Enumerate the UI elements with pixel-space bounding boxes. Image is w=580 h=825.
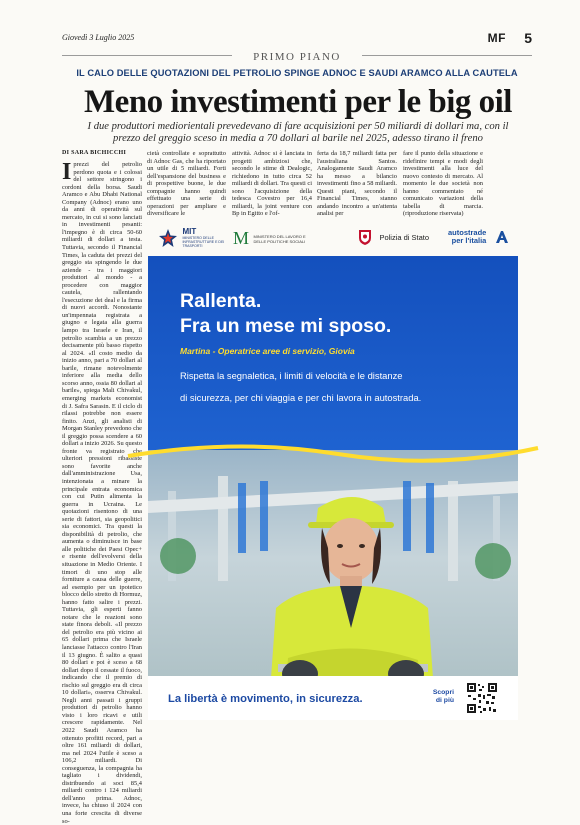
mit-subtitle: MINISTERO DELLE INFRASTRUTTURE E DEI TRASPORTI (182, 236, 225, 248)
ad-background (148, 256, 518, 456)
police-logo (358, 228, 429, 246)
page-number: 5 (524, 30, 532, 46)
ad-message-line2: di sicurezza, per chi viaggia e per chi lavora in autostrada. (180, 392, 422, 403)
ad-headline (180, 289, 391, 339)
ad-message-line1: Rispetta la segnaletica, i limiti di velocità e le distanze (180, 370, 403, 381)
star-icon (158, 228, 178, 248)
police-name: Polizia di Stato (379, 232, 430, 242)
issue-date: Giovedì 3 Luglio 2025 (62, 33, 135, 42)
article-column-5: fare il punto della situazione e ridefinire tempi e modi degli investimenti alla luce del nuovo contesto di mercato. Al momento le due società non hanno commentato né comunicato variazioni della tabella di marcia. (riproduzione riservata) (403, 150, 483, 218)
ad-headline-line1: Rallenta. (180, 290, 262, 312)
ad-logo-strip (148, 228, 518, 254)
masthead-brand: MF (487, 31, 506, 45)
ad-message (180, 365, 500, 409)
ad-tagline: La libertà è movimento, in sicurezza. (168, 693, 363, 705)
page-header (62, 30, 532, 47)
wave-decoration (128, 434, 538, 474)
article-kicker: IL CALO DELLE QUOTAZIONI DEL PETROLIO SPINGE ADNOC E SAUDI ARAMCO ALLA CAUTELA (76, 68, 518, 78)
column-text: prezzi del petrolio perdono quota e i colossi del settore stringono i cordoni della borsa. Saudi Aramco e Abu Dhabi National Company (Adnoc) erano uno da anni di operatività sul mercato, in cui si sono lanciati in investimenti pesanti: l'impegno è di circa 50-60 miliardi di dollari a testa. Tuttavia, secondo il Financial Times, la caduta dei prezzi del greggio sta spingendo le due aziende - tra i maggiori produttori al mondo - a procedere con maggior cautela, rallentando l'esecuzione dei deal e la firma di nuovi accordi. Nonostante un'impennata registrata a giugno e legata alla guerra lampo tra Israele e Iran, il petrolio scambia a un prezzo decisamente più basso rispetto al 2024. «Il costo medio da inizio anno, pari a 70 dollari al barile, rimane notevolmente inferiore alla media dello scorso anno, ossia 80 dollari al barile», spiega Mali Chivakul, emerging markets economist di J. Safra Sarasin. E il ciclo di rilassi potrebbe non essere finito. Anzi, gli analisti di Morgan Stanley prevedono che il greggio possa scendere a 60 dollari a inizio 2026. Su questo fronte va registrato che ulteriori pressioni ribassiste sono favorite anche dall'amministrazione Usa, intenzionata a minare la principale entrata economica con cui Putin alimenta la guerra in Ucraina. Le quotazioni risentono di una serie di fattori, sia geopolitici sia economici. Tra questi la disponibilità di petrolio, che aumenta o diminuisce in base alle politiche dei Paesi Opec+ e risente dell'evolversi della situazione in Medio Oriente. I timori di uno stop alle forniture a causa delle guerre, ad esempio per un ipotetico blocco dello stretto di Hormuz, hanno fatto salire i prezzi. Tuttavia, gli esperti fanno notare che le reazioni sono state finora deboli. «Il prezzo del petrolio era più vicino ai 65 dollari prima che Israele lanciasse l'attacco contro l'Iran il 13 giugno. È salito a quasi 80 dollari e poi è sceso a 68 dollari dopo il cessate il fuoco, indicando che il premio di rischio sul greggio era di circa 10 dollari», osserva Chivakul. Negli anni passati i gruppi produttori di petrolio hanno visto i loro ricavi e utili crescere rapidamente. Nel 2022 Saudi Aramco ha ottenuto profitti record, pari a oltre 161 miliardi di dollari, ma nel 2024 l'utile è sceso a 106,2 miliardi. Di conseguenza, la compagnia ha tagliato i dividendi, distribuendo ai soci 85,4 miliardi contro i 124 miliardi dell'anno prima. Adnoc, invece, ha chiuso il 2024 con una forte crescita di diverse so- (62, 161, 142, 825)
section-header (62, 47, 532, 63)
mit-name: MIT (182, 227, 197, 236)
article-column-3: attività. Adnoc si è lanciata in progetti ambiziosi che, secondo le stime di Dealogic, richiedono in tutto circa 52 miliardi di dollari. Tra questi ci sono l'acquisizione della tedesca Covestro per 16,4 miliardi, la joint venture con Bp in Egitto e l'of- (232, 150, 312, 218)
article-column-4: ferta da 18,7 miliardi fatta per l'australiana Santos. Analogamente Saudi Aramco ha messo a bilancio investimenti fino a 58 miliardi. Questi piani, secondo il Financial Times, stanno andando incontro a un'attenta analisi per (317, 150, 397, 218)
scan-line2: di più (435, 697, 454, 704)
safety-advertisement[interactable] (148, 256, 518, 720)
article-column-2: cietà controllate e soprattutto di Adnoc Gas, che ha riportato un utile di 5 miliardi. Forti dell'espansione del business e di prospettive buone, le due compagnie hanno quindi effettuato una serie di operazioni per ampliare e diversificare le (147, 150, 226, 218)
mit-logo (158, 228, 232, 248)
article-deck: I due produttori mediorientali prevedevano di fare acquisizioni per 50 miliardi di dollari ma, con il prezzo del greggio sceso in media a 70 dollari al barile nel 2025, adesso tirano il freno (87, 121, 509, 144)
ministry-letter: M (233, 228, 250, 248)
qr-code-icon[interactable] (466, 682, 498, 714)
drop-cap: I (62, 159, 72, 185)
ministry-name: MINISTERO DEL LAVORO E DELLE POLITICHE SOCIALI (253, 234, 306, 244)
autostrade-mark-icon (494, 230, 510, 244)
autostrade-logo (448, 228, 510, 246)
article-headline: Meno investimenti per le big oil (84, 84, 512, 120)
autostrade-line1: autostrade (448, 227, 487, 237)
article-byline: DI SARA BICHICCHI (62, 150, 127, 156)
ministry-logo (233, 228, 308, 249)
scan-line1: Scopri (432, 689, 454, 696)
section-label: PRIMO PIANO (247, 51, 347, 63)
ad-attribution: Martina - Operatrice aree di servizio, Giovia (180, 346, 355, 356)
divider (62, 55, 232, 56)
ad-headline-line2: Fra un mese mi sposo. (180, 315, 392, 337)
ad-scan-label (418, 689, 454, 705)
police-crest-icon (358, 228, 372, 246)
autostrade-line2: per l'italia (451, 235, 487, 245)
divider (362, 55, 532, 56)
